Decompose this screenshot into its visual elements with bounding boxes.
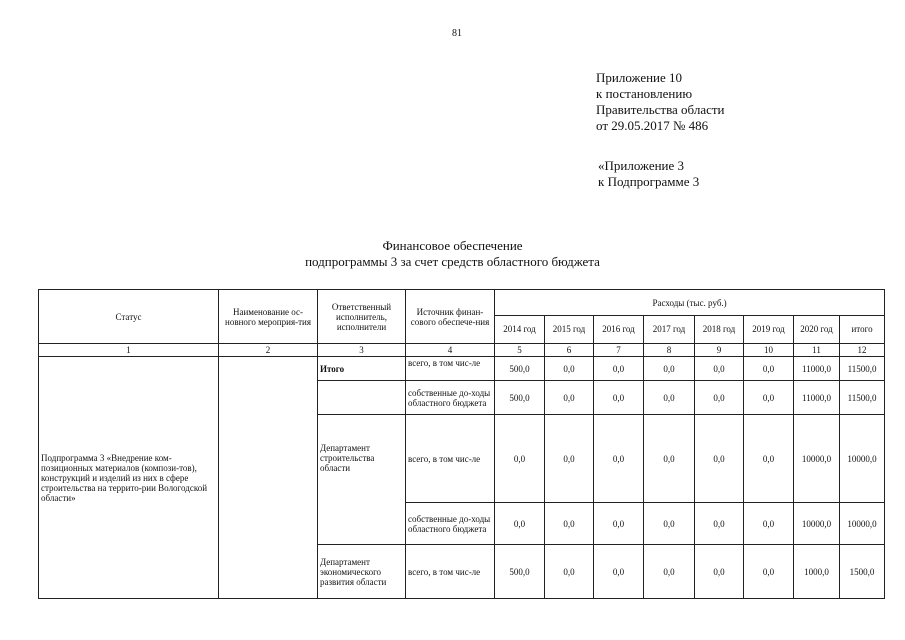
value-cell: 0,0: [545, 503, 594, 545]
column-index: 2: [219, 344, 318, 357]
value-cell: 0,0: [545, 357, 594, 381]
executor-cell: Итого: [318, 357, 406, 381]
header-year: 2016 год: [594, 316, 644, 344]
executor-cell: [318, 381, 406, 415]
column-index: 10: [744, 344, 794, 357]
value-cell: 10000,0: [840, 415, 885, 503]
appendix-line: к постановлению: [596, 86, 693, 101]
header-source: Источник финан-сового обеспече-ния: [406, 290, 495, 344]
header-executor: Ответственный исполнитель, исполнители: [318, 290, 406, 344]
header-year: 2017 год: [644, 316, 695, 344]
value-cell: 0,0: [695, 415, 744, 503]
column-index: 1: [39, 344, 219, 357]
column-index: 5: [495, 344, 545, 357]
column-index: 4: [406, 344, 495, 357]
value-cell: 10000,0: [794, 503, 840, 545]
value-cell: 0,0: [644, 545, 695, 599]
value-cell: 0,0: [644, 503, 695, 545]
value-cell: 500,0: [495, 545, 545, 599]
page-number: 81: [452, 28, 462, 39]
value-cell: 500,0: [495, 381, 545, 415]
header-year: 2019 год: [744, 316, 794, 344]
value-cell: 0,0: [594, 415, 644, 503]
column-index: 11: [794, 344, 840, 357]
appendix-line: от 29.05.2017 № 486: [596, 118, 709, 133]
status-cell: Подпрограмма 3 «Внедрение ком-позиционных материалов (компози-тов), конструкций и изделий из них в сфере строительства на террито-рии Вологодской области»: [39, 357, 219, 599]
source-cell: всего, в том чис-ле: [406, 357, 495, 381]
value-cell: 0,0: [695, 381, 744, 415]
column-index: 9: [695, 344, 744, 357]
value-cell: 1500,0: [840, 545, 885, 599]
value-cell: 11000,0: [794, 381, 840, 415]
value-cell: 0,0: [545, 381, 594, 415]
column-index: 12: [840, 344, 885, 357]
appendix-line: Приложение 10: [596, 70, 683, 85]
column-index: 8: [644, 344, 695, 357]
value-cell: 0,0: [744, 545, 794, 599]
value-cell: 0,0: [644, 415, 695, 503]
header-year: 2018 год: [695, 316, 744, 344]
header-total: итого: [840, 316, 885, 344]
title-line: Финансовое обеспечение: [382, 238, 523, 253]
inner-appendix-line: к Подпрограмме 3: [598, 174, 700, 189]
value-cell: 0,0: [594, 545, 644, 599]
inner-appendix-line: «Приложение 3: [598, 158, 685, 173]
header-year: 2014 год: [495, 316, 545, 344]
event-cell: [219, 357, 318, 599]
value-cell: 0,0: [594, 357, 644, 381]
value-cell: 10000,0: [840, 503, 885, 545]
value-cell: 1000,0: [794, 545, 840, 599]
value-cell: 11000,0: [794, 357, 840, 381]
value-cell: 0,0: [495, 415, 545, 503]
source-cell: собственные до-ходы областного бюджета: [406, 381, 495, 415]
executor-cell: Департамент строительства области: [318, 415, 406, 545]
value-cell: 0,0: [545, 545, 594, 599]
title-line: подпрограммы 3 за счет средств областного бюджета: [305, 254, 600, 269]
header-event: Наименование ос-новного мероприя-тия: [219, 290, 318, 344]
value-cell: 0,0: [594, 381, 644, 415]
value-cell: 500,0: [495, 357, 545, 381]
table-row: [39, 357, 885, 381]
value-cell: 0,0: [744, 503, 794, 545]
value-cell: 11500,0: [840, 357, 885, 381]
source-cell: собственные до-ходы областного бюджета: [406, 503, 495, 545]
appendix-line: Правительства области: [596, 102, 725, 117]
source-cell: всего, в том чис-ле: [406, 415, 495, 503]
header-year: 2020 год: [794, 316, 840, 344]
value-cell: 0,0: [744, 381, 794, 415]
inner-appendix-block: [598, 158, 699, 190]
header-expenses: Расходы (тыс. руб.): [495, 290, 885, 316]
value-cell: 0,0: [495, 503, 545, 545]
value-cell: 0,0: [695, 357, 744, 381]
value-cell: 0,0: [744, 415, 794, 503]
header-year: 2015 год: [545, 316, 594, 344]
executor-cell: Департамент экономического развития области: [318, 545, 406, 599]
value-cell: 0,0: [545, 415, 594, 503]
value-cell: 0,0: [695, 545, 744, 599]
appendix-block: [596, 70, 725, 134]
value-cell: 10000,0: [794, 415, 840, 503]
column-index: 6: [545, 344, 594, 357]
value-cell: 0,0: [644, 381, 695, 415]
header-status: Статус: [39, 290, 219, 344]
financing-table: [38, 289, 885, 599]
value-cell: 0,0: [594, 503, 644, 545]
value-cell: 11500,0: [840, 381, 885, 415]
value-cell: 0,0: [695, 503, 744, 545]
value-cell: 0,0: [744, 357, 794, 381]
column-index: 3: [318, 344, 406, 357]
document-title: [0, 238, 905, 270]
column-index: 7: [594, 344, 644, 357]
value-cell: 0,0: [644, 357, 695, 381]
source-cell: всего, в том чис-ле: [406, 545, 495, 599]
